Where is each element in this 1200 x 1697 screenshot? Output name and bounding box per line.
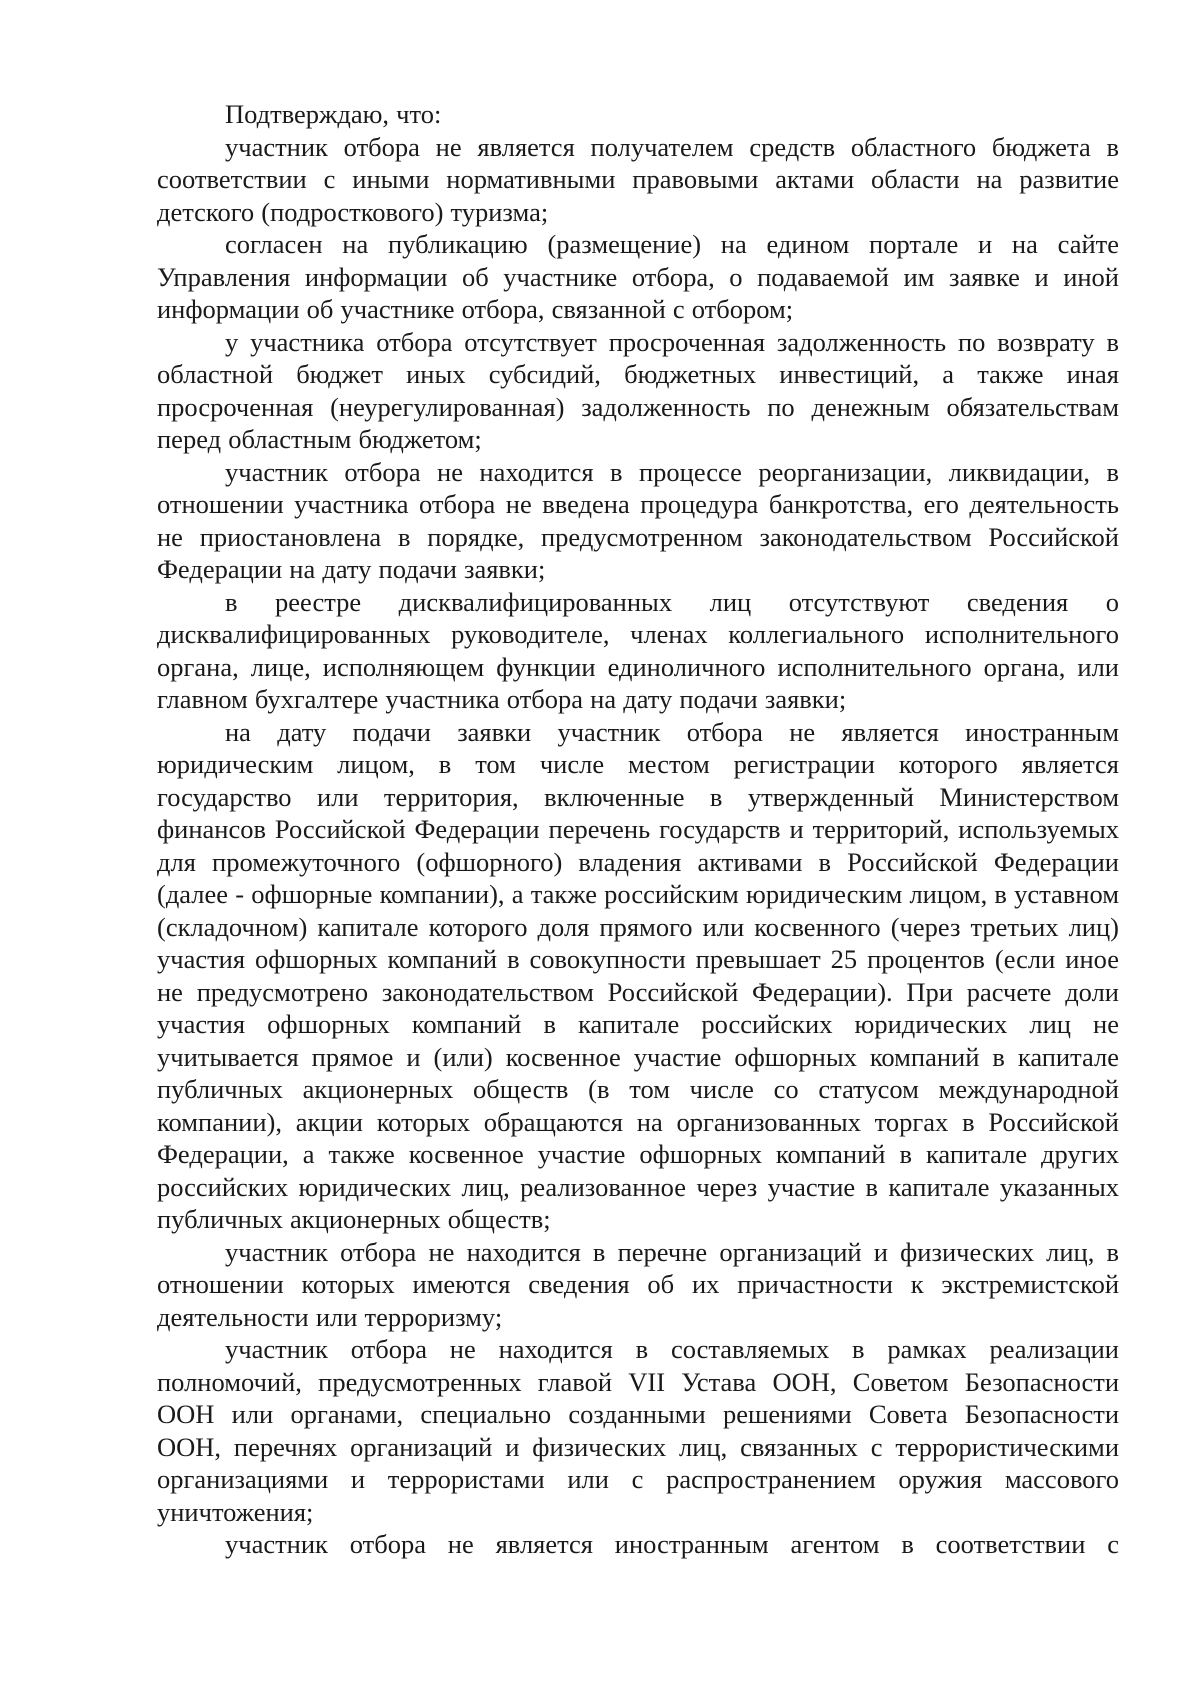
paragraph-intro: Подтверждаю, что: <box>225 99 442 129</box>
document-page <box>157 98 1119 1561</box>
paragraph-extremism-list: участник отбора не находится в перечне организаций и физических лиц, в отношении которых имеются сведения об их причастности к экстремистской деятельности или терроризму; <box>157 1236 1119 1332</box>
paragraph-no-reorganization: участник отбора не находится в процессе реорганизации, ликвидации, в отношении участника отбора не введена процедура банкротства, его деятельность не приостановлена в порядке, предусмотренном законодательством Российской Федерации на дату подачи заявки; <box>157 456 1119 584</box>
paragraph-publication-consent: согласен на публикацию (размещение) на едином портале и на сайте Управления информации об участнике отбора, о подаваемой им заявке и иной информации об участнике отбора, связанной с отбором; <box>157 229 1119 324</box>
paragraph-foreign-agent: участник отбора не является иностранным агентом в соответствии с <box>225 1529 1119 1559</box>
paragraph-offshore-companies: на дату подачи заявки участник отбора не является иностранным юридическим лицом, в том числе местом регистрации которого является государство или территория, включенные в утвержденный Министерством финансов Российской Федерации перечень государств и территорий, используемых для промежуточного (офшорного) владения активами в Российской Федерации (далее - офшорные компании), а также российским юридическим лицом, в уставном (складочном) капитале которого доля прямого или косвенного (через третьих лиц) участия офшорных компаний в совокупности превышает 25 процентов (если иное не предусмотрено законодательством Российской Федерации). При расчете доли участия офшорных компаний в капитале российских юридических лиц не учитывается прямое и (или) косвенное участие офшорных компаний в капитале публичных акционерных обществ (в том числе со статусом международной компании), акции которых обращаются на организованных торгах в Российской Федерации, а также косвенное участие офшорных компаний в капитале других российских юридических лиц, реализованное через участие в капитале указанных публичных акционерных обществ; <box>157 716 1119 1234</box>
paragraph-disqualified-persons: в реестре дисквалифицированных лиц отсутствуют сведения о дисквалифицированных руководителе, членах коллегиального исполнительного органа, лице, исполняющем функции единоличного исполнительного органа, или главном бухгалтере участника отбора на дату подачи заявки; <box>157 586 1119 714</box>
paragraph-no-overdue-debt: у участника отбора отсутствует просроченная задолженность по возврату в областной бюджет иных субсидий, бюджетных инвестиций, а также иная просроченная (неурегулированная) задолженность по денежным обязательствам перед областным бюджетом; <box>157 326 1119 454</box>
paragraph-not-recipient: участник отбора не является получателем средств областного бюджета в соответствии с иными нормативными правовыми актами области на развитие детского (подросткового) туризма; <box>157 131 1119 227</box>
paragraph-un-sanctions: участник отбора не находится в составляемых в рамках реализации полномочий, предусмотренных главой VII Устава ООН, Советом Безопасности ООН или органами, специально созданными решениями Совета Безопасности ООН, перечнях организаций и физических лиц, связанных с террористическими организациями и террористами или с распространением оружия массового уничтожения; <box>157 1334 1119 1527</box>
